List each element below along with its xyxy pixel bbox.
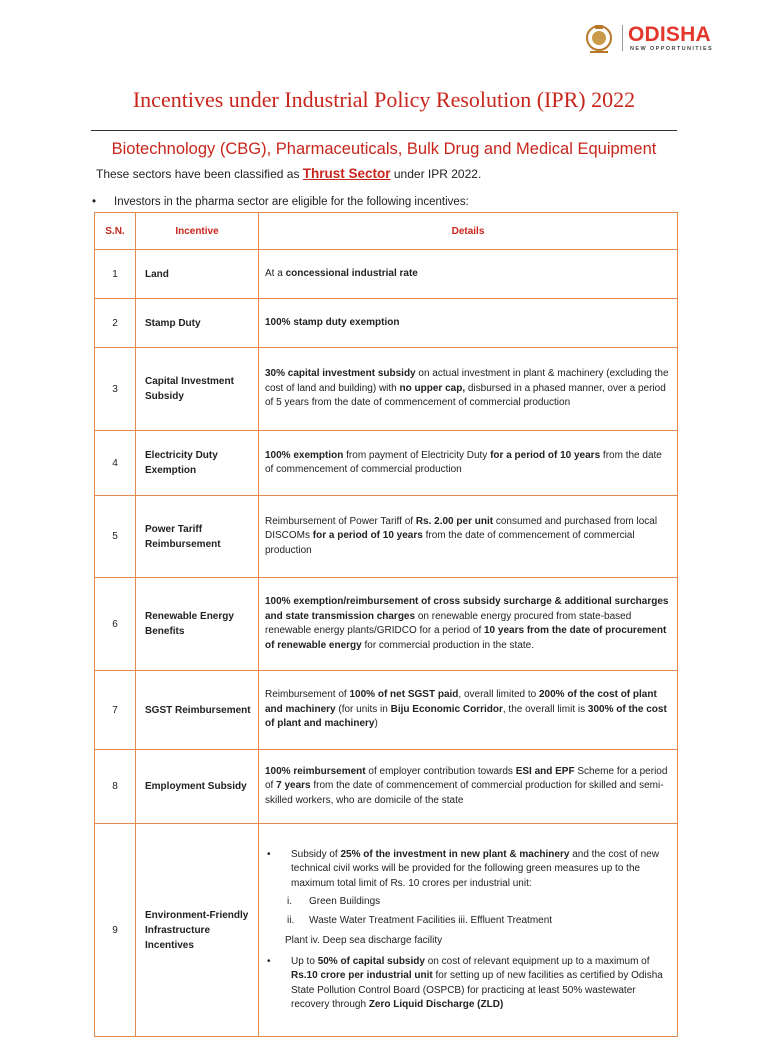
row-details: At a concessional industrial rate xyxy=(259,250,678,299)
row-details: Reimbursement of 100% of net SGST paid, overall limited to 200% of the cost of plant and machinery (for units in Biju Economic Corridor, the overall limit is 300% of the cost of plant and machinery) xyxy=(259,671,678,750)
sub-item-text: Green Buildings xyxy=(309,896,381,907)
row-sn: 9 xyxy=(95,824,136,1037)
sub-item-continuation: Plant iv. Deep sea discharge facility xyxy=(285,935,443,946)
investors-note xyxy=(92,196,469,208)
table-row xyxy=(95,431,678,496)
page-title: Incentives under Industrial Policy Resolution (IPR) 2022 xyxy=(132,87,636,112)
row-details: 100% exemption from payment of Electricity Duty for a period of 10 years from the date of commencement of commercial production xyxy=(259,431,678,496)
row-sn: 2 xyxy=(95,299,136,348)
table-row xyxy=(95,671,678,750)
row-incentive: Stamp Duty xyxy=(136,299,259,348)
table-row-9 xyxy=(95,824,678,1037)
row-incentive: Electricity Duty Exemption xyxy=(136,431,259,496)
row-incentive: Renewable Energy Benefits xyxy=(136,578,259,671)
row-details: 100% exemption/reimbursement of cross subsidy surcharge & additional surcharges and state transmission charges on renewable energy procured from state-based renewable energy plants/GRIDCO for a period of 10 years from the date of procurement of renewable energy for commercial production in the state. xyxy=(259,578,678,671)
table-row xyxy=(95,250,678,299)
row-sn: 6 xyxy=(95,578,136,671)
row-details: 100% stamp duty exemption xyxy=(259,299,678,348)
green-measures-text: Subsidy of 25% of the investment in new plant & machinery and the cost of new technical civil works will be provided for the following green measures up to the maximum total limit of Rs. 10 crores per industrial unit: xyxy=(291,848,659,889)
logo-separator xyxy=(622,25,623,51)
classification-pre: These sectors have been classified as xyxy=(96,167,303,181)
table-row xyxy=(95,496,678,578)
zld-text: Up to 50% of capital subsidy on cost of relevant equipment up to a maximum of Rs.10 crore per industrial unit for setting up of new facilities as certified by Odisha State Pollution Control Board (OSPCB) for practicing at least 50% wastewater recovery through Zero Liquid Discharge (ZLD) xyxy=(291,955,663,1010)
odisha-logo xyxy=(584,22,754,56)
row-details: 100% reimbursement of employer contribution towards ESI and EPF Scheme for a period of 7 years from the date of commencement of commercial production for skilled and semi-skilled workers, who are domicile of the state xyxy=(259,750,678,824)
bullet-icon: • xyxy=(267,848,271,860)
green-measures-bullet xyxy=(265,848,671,892)
table-row xyxy=(95,750,678,824)
row-incentive: Employment Subsidy xyxy=(136,750,259,824)
incentives-table xyxy=(94,212,678,1037)
row-details xyxy=(259,824,678,1037)
table-header-row xyxy=(95,213,678,250)
row-incentive: Capital Investment Subsidy xyxy=(136,348,259,431)
row-incentive: Power Tariff Reimbursement xyxy=(136,496,259,578)
logo-wordmark: ODISHA xyxy=(628,23,711,46)
row-sn: 4 xyxy=(95,431,136,496)
sector-heading: Biotechnology (CBG), Pharmaceuticals, Bulk Drug and Medical Equipment xyxy=(111,140,657,158)
row-incentive: SGST Reimbursement xyxy=(136,671,259,750)
row-sn: 1 xyxy=(95,250,136,299)
title-divider xyxy=(91,130,677,131)
emblem-icon xyxy=(584,22,614,56)
row-sn: 5 xyxy=(95,496,136,578)
table-row xyxy=(95,348,678,431)
sub-item xyxy=(265,895,671,910)
zld-bullet xyxy=(265,955,671,1013)
bullet-icon: • xyxy=(267,955,271,967)
classification-post: under IPR 2022. xyxy=(390,167,482,181)
table-row xyxy=(95,578,678,671)
sub-item xyxy=(265,914,671,929)
bullet-icon: • xyxy=(92,196,97,208)
sub-item-text: Waste Water Treatment Facilities iii. Effluent Treatment xyxy=(309,914,553,926)
classification-note xyxy=(96,166,481,181)
logo-tagline: NEW OPPORTUNITIES xyxy=(630,46,714,52)
sub-item-number: i. xyxy=(287,896,292,907)
row-incentive: Environment-Friendly Infrastructure Incentives xyxy=(136,824,259,1037)
header-details: Details xyxy=(259,213,678,250)
sub-item-number: ii. xyxy=(287,914,295,926)
row-sn: 7 xyxy=(95,671,136,750)
thrust-sector-label: Thrust Sector xyxy=(302,166,391,181)
row-details: Reimbursement of Power Tariff of Rs. 2.00 per unit consumed and purchased from local DISCOMs for a period of 10 years from the date of commencement of commercial production xyxy=(259,496,678,578)
row-sn: 8 xyxy=(95,750,136,824)
row-sn: 3 xyxy=(95,348,136,431)
row-details: 30% capital investment subsidy on actual investment in plant & machinery (excluding the cost of land and building) with no upper cap, disbursed in a phased manner, over a period of 5 years from the date of commencement of commercial production xyxy=(259,348,678,431)
header-sn: S.N. xyxy=(95,213,136,250)
investors-text: Investors in the pharma sector are eligible for the following incentives: xyxy=(114,196,469,208)
row-incentive: Land xyxy=(136,250,259,299)
table-row xyxy=(95,299,678,348)
header-incentive: Incentive xyxy=(136,213,259,250)
